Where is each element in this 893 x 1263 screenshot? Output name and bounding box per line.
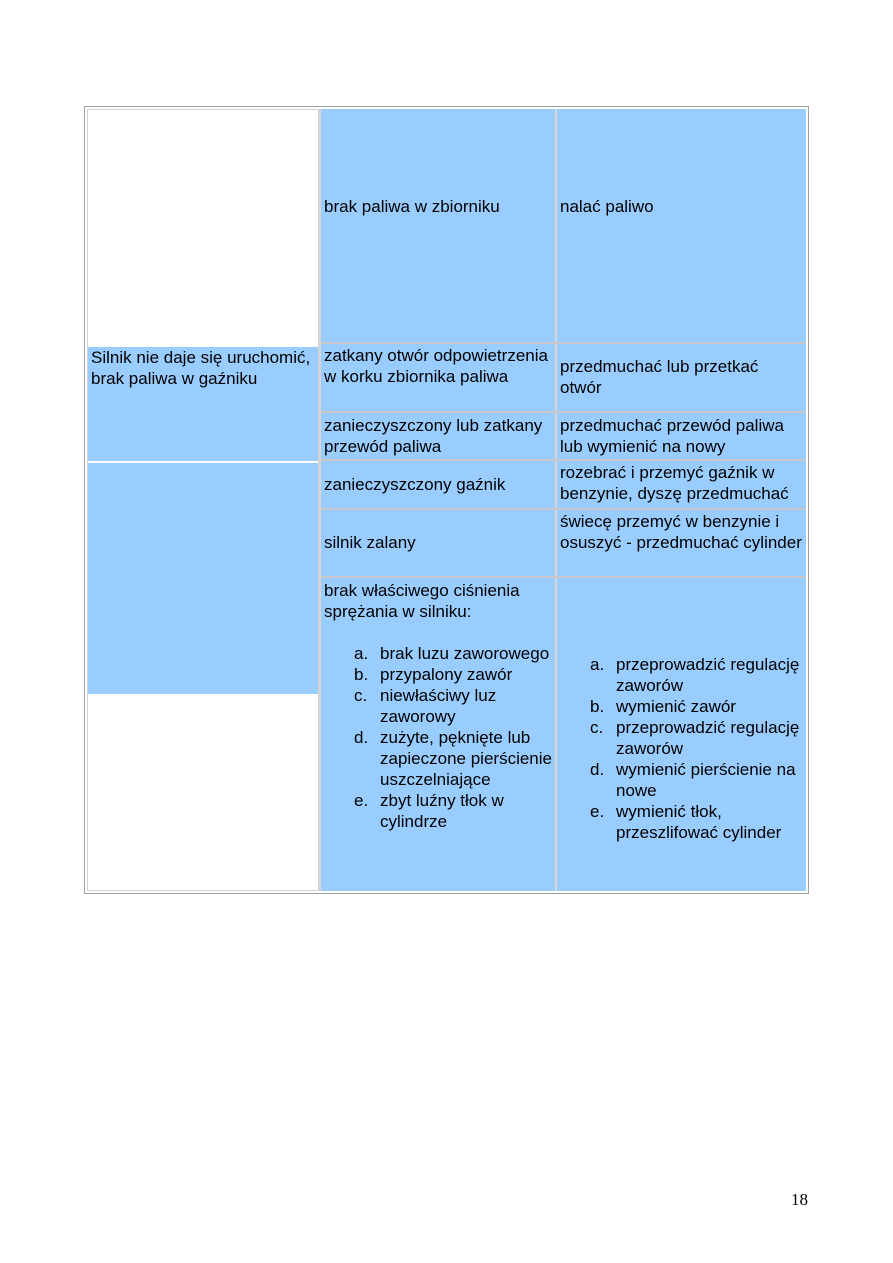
list-marker: d. xyxy=(354,728,369,747)
list-marker: e. xyxy=(354,791,369,810)
list-marker: c. xyxy=(590,718,604,737)
list-marker: c. xyxy=(354,686,368,705)
list-marker: a. xyxy=(354,644,369,663)
remedy-text: przedmuchać przewód paliwa lub wymienić na nowy xyxy=(560,416,784,456)
list-text: wymienić zawór xyxy=(616,697,736,716)
remedy-cell-5 xyxy=(557,510,806,576)
compression-intro: brak właściwego ciśnienia sprężania w silniku: xyxy=(324,581,520,621)
list-text: przypalony zawór xyxy=(380,665,513,684)
cause-text: zanieczyszczony lub zatkany przewód paliwa xyxy=(324,416,543,456)
list-item xyxy=(560,717,804,759)
list-item xyxy=(324,727,553,790)
cause-cell-3 xyxy=(321,413,555,459)
list-marker: d. xyxy=(590,760,605,779)
list-text: wymienić pierścienie na nowe xyxy=(616,760,796,800)
cause-cell-compression xyxy=(321,578,555,891)
list-text: wymienić tłok, przeszlifować cylinder xyxy=(616,802,782,842)
cause-cell-4 xyxy=(321,461,555,508)
page-number: 18 xyxy=(791,1190,808,1209)
cause-cell-5 xyxy=(321,510,555,576)
list-marker: b. xyxy=(590,697,605,716)
cause-text: zanieczyszczony gaźnik xyxy=(324,475,506,494)
list-marker: a. xyxy=(590,655,605,674)
list-marker: b. xyxy=(354,665,369,684)
remedy-text: rozebrać i przemyć gaźnik w benzynie, dyszę przedmuchać xyxy=(560,463,789,503)
list-text: przeprowadzić regulację zaworów xyxy=(616,655,800,695)
list-text: brak luzu zaworowego xyxy=(380,644,550,663)
list-item xyxy=(560,696,804,717)
list-text: przeprowadzić regulację zaworów xyxy=(616,718,800,758)
remedy-text: świecę przemyć w benzynie i osuszyć - przedmuchać cylinder xyxy=(560,512,802,552)
list-item xyxy=(324,685,553,727)
symptom-blue-bottom xyxy=(88,463,318,694)
compression-cause-list xyxy=(324,643,553,832)
cause-cell-1 xyxy=(321,109,555,342)
cause-text: silnik zalany xyxy=(324,533,416,552)
remedy-cell-3 xyxy=(557,413,806,459)
list-text: zużyte, pęknięte lub zapieczone pierścienie uszczelniające xyxy=(380,728,552,789)
remedy-cell-2 xyxy=(557,344,806,411)
list-marker: e. xyxy=(590,802,605,821)
list-text: niewłaściwy luz zaworowy xyxy=(380,686,497,726)
remedy-cell-compression xyxy=(557,578,806,891)
remedy-cell-1 xyxy=(557,109,806,342)
list-item xyxy=(324,643,553,664)
compression-remedy-list xyxy=(560,654,804,843)
list-item xyxy=(560,801,804,843)
symptom-cell xyxy=(88,347,318,407)
cause-text: zatkany otwór odpowietrzenia w korku zbiornika paliwa xyxy=(324,346,548,386)
troubleshooting-table xyxy=(84,106,809,894)
remedy-cell-4 xyxy=(557,461,806,508)
remedy-text: nalać paliwo xyxy=(560,197,654,216)
cause-text: brak paliwa w zbiorniku xyxy=(324,197,500,216)
list-text: zbyt luźny tłok w cylindrze xyxy=(380,791,504,831)
list-item xyxy=(324,664,553,685)
remedy-text: przedmuchać lub przetkać otwór xyxy=(560,357,759,397)
list-item xyxy=(324,790,553,832)
list-item xyxy=(560,654,804,696)
list-item xyxy=(560,759,804,801)
symptom-text: Silnik nie daje się uruchomić, brak paliwa w gaźniku xyxy=(91,348,311,388)
cause-cell-2 xyxy=(321,344,555,411)
